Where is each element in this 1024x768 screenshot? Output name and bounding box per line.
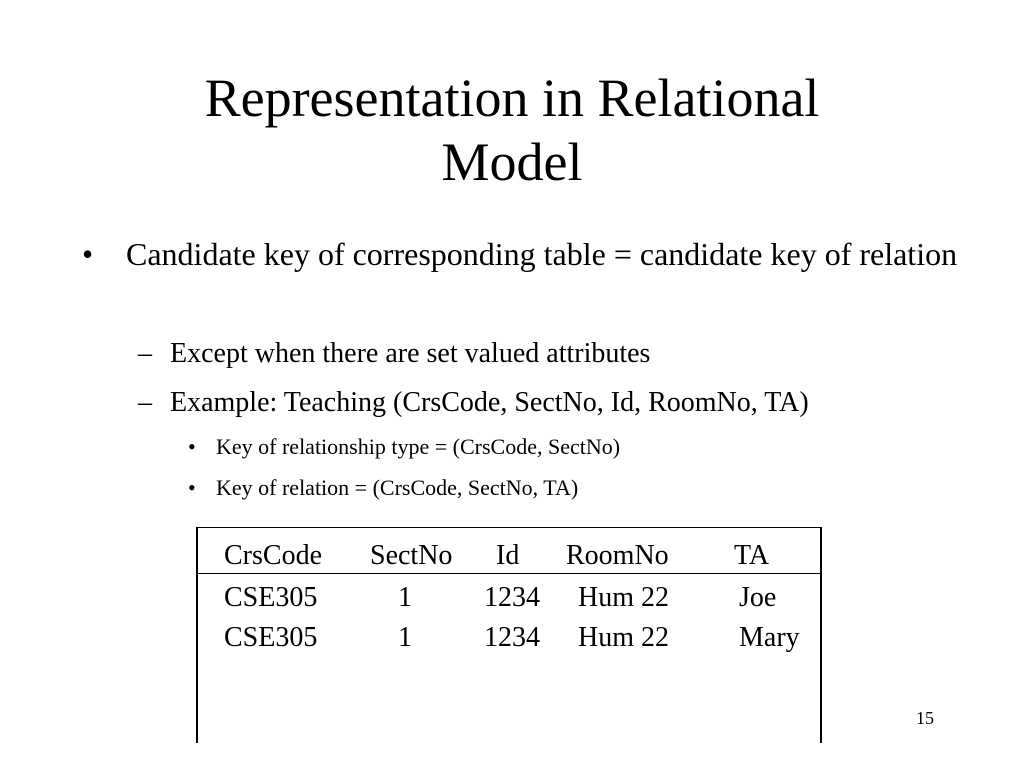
col-header-roomno: RoomNo [566, 540, 669, 571]
dash-marker: – [138, 338, 152, 369]
col-header-sectno: SectNo [370, 540, 453, 571]
slide-title [0, 66, 1024, 194]
row2-sectno: 1 [398, 622, 412, 653]
row2-roomno: Hum 22 [578, 622, 669, 653]
bullet-marker: • [82, 236, 94, 272]
col-header-ta: TA [734, 540, 770, 571]
row1-ta: Joe [739, 582, 777, 613]
subsub-bullet-text: Key of relationship type = (CrsCode, SectNo) [216, 434, 621, 459]
header-divider [198, 573, 820, 574]
col-header-id: Id [496, 540, 520, 571]
subsub-bullet-text: Key of relation = (CrsCode, SectNo, TA) [216, 475, 579, 500]
row1-id: 1234 [484, 582, 540, 613]
slide-title-line1: Representation in Relational [204, 68, 820, 128]
row1-sectno: 1 [398, 582, 412, 613]
bullet-text: Candidate key of corresponding table = candidate key of relation [126, 236, 958, 272]
row1-roomno: Hum 22 [578, 582, 669, 613]
teaching-table [196, 527, 822, 743]
bullet-marker: • [188, 434, 196, 459]
page-number: 15 [916, 708, 934, 728]
dash-marker: – [138, 387, 152, 418]
bullet-marker: • [188, 475, 196, 500]
row2-ta: Mary [739, 622, 800, 653]
col-header-crscode: CrsCode [224, 540, 322, 571]
row2-id: 1234 [484, 622, 540, 653]
sub-bullet-text: Example: Teaching (CrsCode, SectNo, Id, RoomNo, TA) [170, 387, 809, 418]
sub-bullet-text: Except when there are set valued attributes [170, 338, 651, 369]
row1-crscode: CSE305 [224, 582, 318, 613]
slide-title-line2: Model [441, 132, 583, 192]
row2-crscode: CSE305 [224, 622, 318, 653]
